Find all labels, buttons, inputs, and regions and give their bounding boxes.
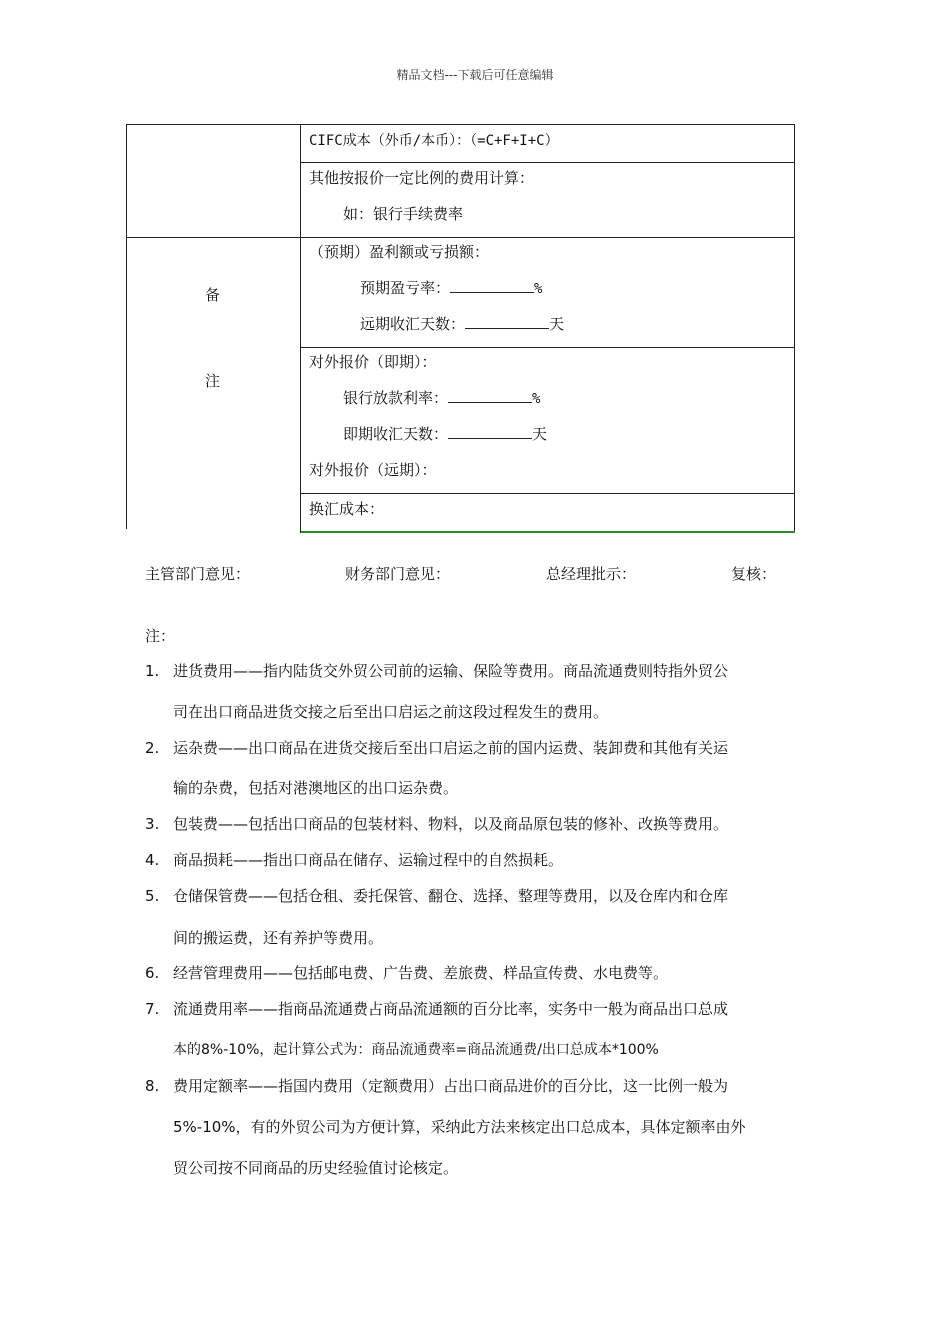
note-item-cont: 5%-10%，有的外贸公司为方便计算，采纳此方法来核定出口总成本，具体定额率由外 — [173, 1118, 746, 1136]
expected-rate-blank[interactable] — [450, 278, 534, 293]
note-item: 8. 费用定额率——指国内费用（定额费用）占出口商品进价的百分比，这一比例一般为 — [145, 1077, 729, 1095]
note-item: 4. 商品损耗——指出口商品在储存、运输过程中的自然损耗。 — [145, 851, 564, 869]
forward-days-unit: 天 — [549, 315, 565, 333]
label-zhu: 注 — [205, 372, 221, 390]
table-border-bottom — [301, 531, 795, 533]
expected-rate-unit: % — [534, 281, 543, 297]
table-border-right — [794, 124, 795, 533]
expected-rate-label: 预期盈亏率： — [360, 279, 451, 297]
label-bei: 备 — [205, 286, 221, 304]
profit-loss-text: （预期）盈利额或亏损额： — [309, 243, 490, 261]
gm-approval: 总经理批示： — [546, 565, 637, 583]
exchange-cost-text: 换汇成本： — [309, 500, 385, 518]
note-item: 3. 包装费——包括出口商品的包装材料、物料，以及商品原包装的修补、改换等费用。 — [145, 815, 729, 833]
row-divider — [301, 493, 795, 494]
spot-days-label: 即期收汇天数： — [343, 425, 449, 443]
note-item: 1. 进货费用——指内陆货交外贸公司前的运输、保险等费用。商品流通费则特指外贸公 — [145, 662, 729, 680]
loan-rate-label: 银行放款利率： — [343, 389, 449, 407]
note-item: 7. 流通费用率——指商品流通费占商品流通额的百分比率，实务中一般为商品出口总成 — [145, 1000, 729, 1018]
note-item: 2. 运杂费——出口商品在进货交接后至出口启运之前的国内运费、装卸费和其他有关运 — [145, 739, 729, 757]
note-item-cont: 本的8%-10%，起计算公式为：商品流通费率=商品流通费/出口总成本*100% — [173, 1042, 659, 1058]
forward-days-row — [360, 313, 564, 334]
dept-opinion: 主管部门意见： — [145, 565, 251, 583]
loan-rate-row — [343, 387, 540, 408]
spot-days-blank[interactable] — [448, 424, 532, 439]
note-item-cont: 贸公司按不同商品的历史经验值讨论核定。 — [173, 1159, 459, 1177]
loan-rate-blank[interactable] — [448, 388, 532, 403]
note-item: 6. 经营管理费用——包括邮电费、广告费、差旅费、样品宣传费、水电费等。 — [145, 964, 669, 982]
row-divider — [301, 347, 795, 348]
spot-quote-text: 对外报价（即期）： — [309, 353, 437, 371]
other-fees-text: 其他按报价一定比例的费用计算： — [309, 169, 535, 187]
loan-rate-unit: % — [532, 391, 541, 407]
note-item-cont: 间的搬运费，还有养护等费用。 — [173, 929, 384, 947]
finance-opinion: 财务部门意见： — [345, 565, 451, 583]
review: 复核： — [731, 565, 777, 583]
note-item: 5. 仓储保管费——包括仓租、委托保管、翻仓、选择、整理等费用，以及仓库内和仓库 — [145, 887, 729, 905]
forward-quote-text: 对外报价（远期）： — [309, 461, 437, 479]
table-divider-vertical — [300, 124, 301, 533]
page-header: 精品文档---下载后可任意编辑 — [396, 68, 554, 82]
row-divider — [126, 237, 795, 238]
table-border-left — [126, 124, 127, 529]
note-item-cont: 司在出口商品进货交接之后至出口启运之前这段过程发生的费用。 — [173, 703, 609, 721]
spot-days-row — [343, 423, 547, 444]
spot-days-unit: 天 — [532, 425, 548, 443]
row-divider — [301, 162, 795, 163]
bank-fee-text: 如：银行手续费率 — [343, 205, 464, 223]
table-border-top — [126, 124, 795, 125]
notes-title: 注： — [145, 627, 176, 645]
expected-rate-row — [360, 277, 542, 298]
forward-days-blank[interactable] — [465, 314, 549, 329]
note-item-cont: 输的杂费，包括对港澳地区的出口运杂费。 — [173, 779, 459, 797]
forward-days-label: 远期收汇天数： — [360, 315, 466, 333]
cifc-cost-text: CIFC成本（外币/本币）：（=C+F+I+C） — [309, 133, 559, 149]
